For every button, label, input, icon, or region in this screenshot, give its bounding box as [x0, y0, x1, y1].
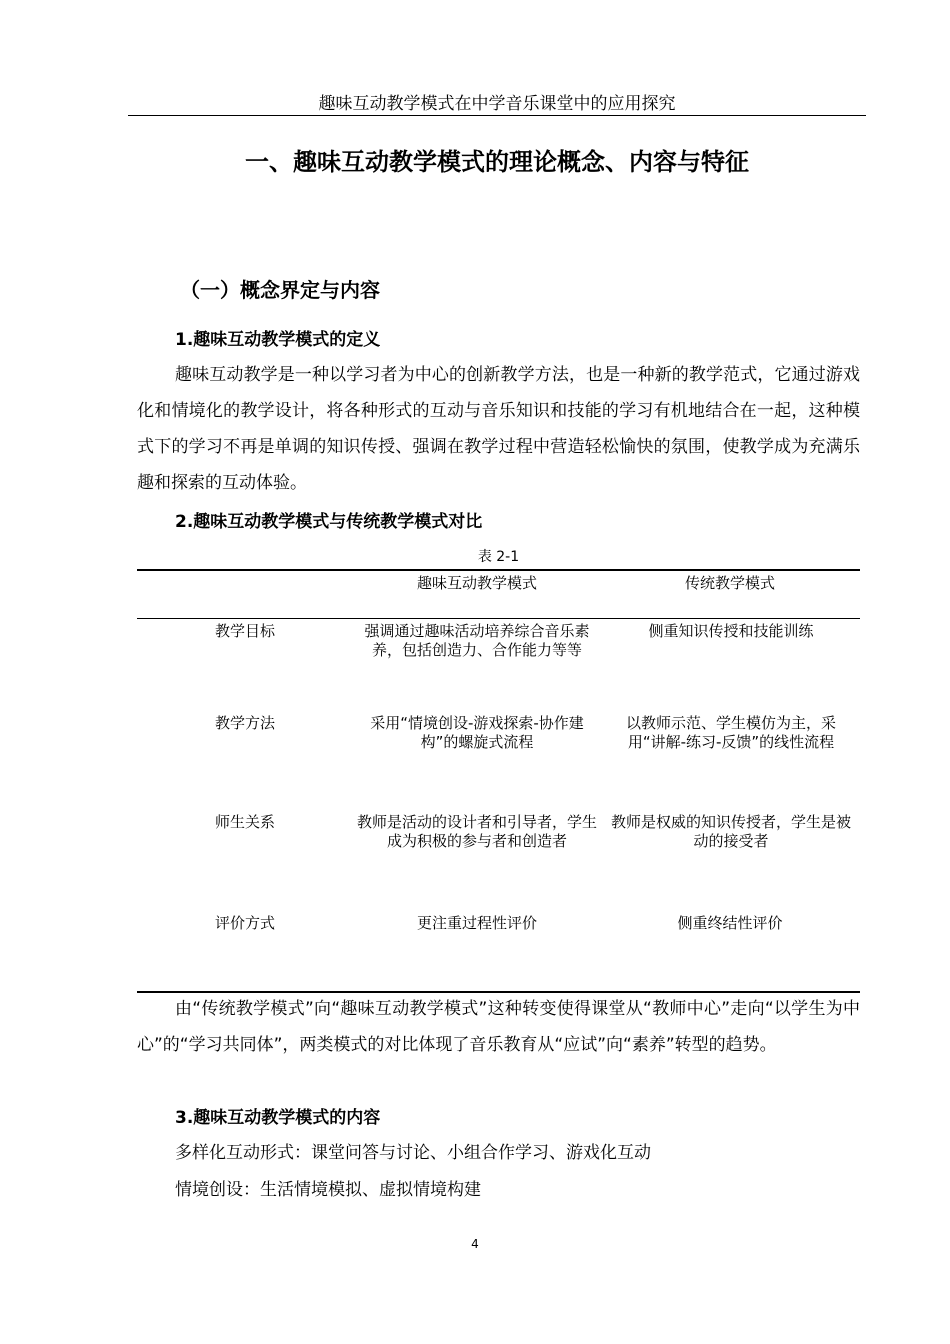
table-cell-interactive: 采用“情境创设-游戏探索-协作建构”的螺旋式流程 — [370, 714, 584, 751]
table-cell-interactive: 更注重过程性评价 — [416, 914, 537, 932]
comparison-heading: 2.趣味互动教学模式与传统教学模式对比 — [175, 512, 483, 532]
table-row-label: 教学方法 — [214, 714, 275, 732]
table-header-traditional: 传统教学模式 — [684, 574, 775, 592]
content-heading: 3.趣味互动教学模式的内容 — [175, 1108, 381, 1128]
table-cell-traditional: 侧重知识传授和技能训练 — [648, 622, 814, 640]
table-cell-traditional: 以教师示范、学生模仿为主，采用“讲解-练习-反馈”的线性流程 — [625, 714, 836, 751]
definition-heading: 1.趣味互动教学模式的定义 — [175, 330, 381, 350]
table-caption: 表 2-1 — [477, 549, 520, 565]
header-rule — [128, 115, 866, 116]
content-item: 多样化互动形式：课堂问答与讨论、小组合作学习、游戏化互动 — [175, 1143, 651, 1163]
comparison-paragraph: 由“传统教学模式”向“趣味互动教学模式”这种转变使得课堂从“教师中心”走向“以学生为中心”的“学习共同体”，两类模式的对比体现了音乐教育从“应试”向“素养”转型的趋势。 — [137, 999, 860, 1055]
section-title: （一）概念界定与内容 — [180, 278, 380, 302]
content-item: 情境创设：生活情境模拟、虚拟情境构建 — [175, 1180, 481, 1200]
chapter-title: 一、趣味互动教学模式的理论概念、内容与特征 — [245, 148, 749, 176]
table-row-label: 教学目标 — [214, 622, 275, 640]
table-row-label: 评价方式 — [214, 914, 275, 932]
running-header: 趣味互动教学模式在中学音乐课堂中的应用探究 — [318, 94, 676, 114]
table-cell-interactive: 强调通过趣味活动培养综合音乐素养，包括创造力、合作能力等等 — [364, 622, 590, 659]
table-header-rule — [137, 618, 860, 619]
table-cell-traditional: 教师是权威的知识传授者，学生是被动的接受者 — [610, 813, 851, 850]
table-cell-traditional: 侧重终结性评价 — [677, 914, 783, 932]
table-row-label: 师生关系 — [214, 813, 275, 831]
definition-paragraph: 趣味互动教学是一种以学习者为中心的创新教学方法，也是一种新的教学范式，它通过游戏化和情境化的教学设计，将各种形式的互动与音乐知识和技能的学习有机地结合在一起，这种模式下的学习不再是单调的知识传授、强调在教学过程中营造轻松愉快的氛围，使教学成为充满乐趣和探索的互动体验。 — [137, 365, 860, 493]
table-cell-interactive: 教师是活动的设计者和引导者，学生成为积极的参与者和创造者 — [356, 813, 597, 850]
table-top-rule — [137, 569, 860, 571]
table-header-interactive: 趣味互动教学模式 — [416, 574, 537, 592]
page-number: 4 — [471, 1237, 479, 1251]
